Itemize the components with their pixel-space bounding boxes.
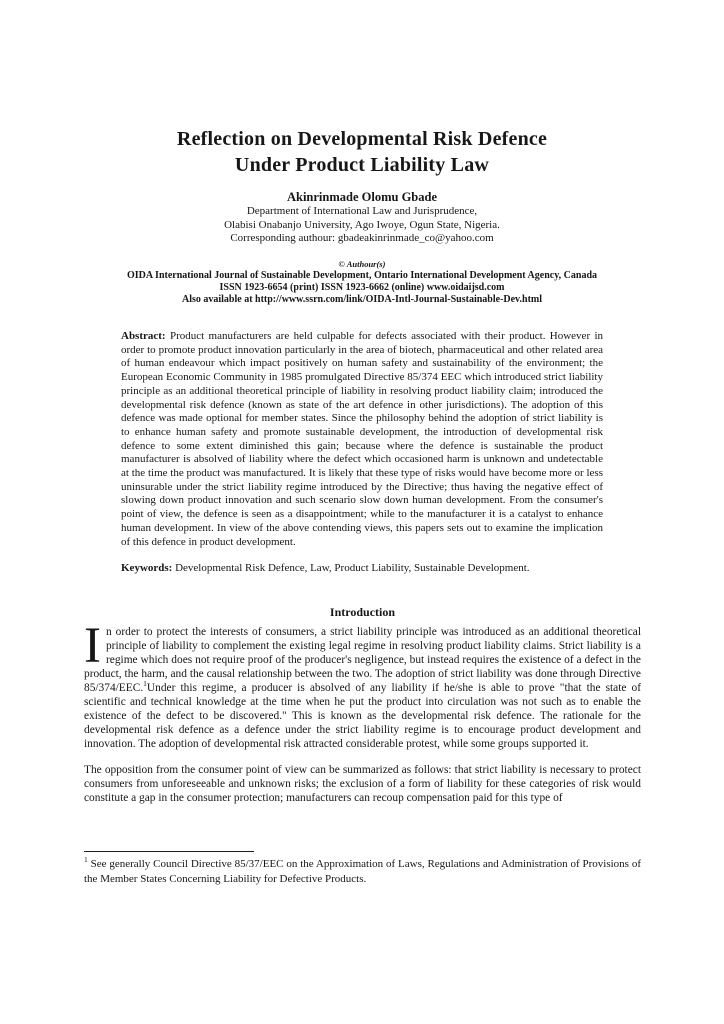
footnote-number: 1 [84,855,88,864]
intro-para1-text-b: Under this regime, a producer is absolved of any liability if he/she is able to prove "that the state of scientific and technical knowledge at the time when he put the product into circulation was not such as to enable the existence of the defect to be discovered." This is known as the developmental risk defence. The rationale for the developmental risk defence as a defence under the strict liability regime is to encourage product development and innovation. The adoption of developmental risk attracted considerable protest, while some groups supported it. [84,682,641,750]
abstract-label: Abstract: [121,330,166,342]
footnote-text [84,857,641,886]
issn-line: ISSN 1923-6654 (print) ISSN 1923-6662 (online) www.oidaijsd.com [219,281,505,293]
introduction-paragraph-1 [84,618,641,751]
footnote-reference-marker: 1 [143,679,147,688]
keywords-text: Developmental Risk Defence, Law, Product Liability, Sustainable Development. [175,562,530,575]
introduction-section [84,605,641,805]
introduction-heading: Introduction [329,605,396,619]
author-department: Department of International Law and Jurisprudence, [246,205,478,217]
abstract-block [121,330,603,576]
imprint-block [0,259,724,306]
footnote-area [84,851,641,886]
keywords-line [121,562,603,576]
author-affiliation: Olabisi Onabanjo University, Ago Iwoye, Ogun State, Nigeria. [224,218,500,231]
availability-line: Also available at http://www.ssrn.com/link/OIDA-Intl-Journal-Sustainable-Dev.html [181,293,543,305]
drop-cap: I [84,618,101,674]
paper-title [0,126,724,178]
paper-head [0,126,724,306]
abstract-text: Product manufacturers are held culpable for defects associated with their product. However in order to promote product innovation particularly in the area of biotech, pharmaceutical and other related area of human endeavour which impact positively on human safety and sustainability of the environment; the European Economic Community in 1985 promulgated Directive 85/374 EEC which introduced strict liability principle as an additional theoretical principle of liability in resolving product liability claim; introduced the developmental risk defence (known as state of the art defence in other jurisdictions). The adoption of this defence was made optional for member states. Since the philosophy behind the adoption of strict liability is to enhance human safety and promote sustainable development, the introduction of developmental risk defence to some extent diminished this gain; because where the defence is sustainable the product manufacturer is absolved of liability where the defect which occasioned harm is unknown and undetectable at the time the product was manufactured. It is likely that these type of risks would have become more or less uninsurable under the strict liability regime introduced by the Directive; thus having the negative effect of slowing down product innovation and such scenario slow down human development. From the consumer's point of view, the defence is seen as a disappointment; while to the manufacturer it is a catalyst to enhance human development. In view of the above contending views, this papers sets out to examine the implication of this defence in product development. [121,330,604,548]
paper-title-line2: Under Product Liability Law [234,154,490,176]
author-name: Akinrinmade Olomu Gbade [286,190,438,204]
footnote-body: See generally Council Directive 85/37/EEC on the Approximation of Laws, Regulations and Administration of Provisions of the Member States Concerning Liability for Defective Products. [84,858,641,885]
intro-para1-text-a: n order to protect the interests of consumers, a strict liability principle was introduced as an additional theoretical principle of liability to complement the existing legal regime in resolving product liability claims. Strict liability is a regime which does not require proof of the producer's negligence, but instead requires the existence of a defect in the product, the harm, and the causal relationship between the two. The adoption of strict liability was done through Directive 85/374/EEC. [84,626,641,694]
footnote-separator-rule [84,851,254,852]
journal-line: OIDA International Journal of Sustainable Development, Ontario International Development Agency, Canada [126,269,598,281]
paper-title-line1: Reflection on Developmental Risk Defence [176,128,548,150]
corresponding-author-line: Corresponding authour: gbadeakinrinmade_co@yahoo.com [230,232,494,244]
abstract-paragraph [121,330,603,549]
introduction-paragraph-2: The opposition from the consumer point of view can be summarized as follows: that strict liability is necessary to protect consumers from unforeseeable and unknown risks; the exclusion of a form of liability for these categories of risk would constitute a gap in the consumer protection; manufacturers can recoup compensation paid for this type of [84,764,641,804]
keywords-label: Keywords: [121,562,173,575]
copyright-line: © Authour(s) [338,258,386,269]
